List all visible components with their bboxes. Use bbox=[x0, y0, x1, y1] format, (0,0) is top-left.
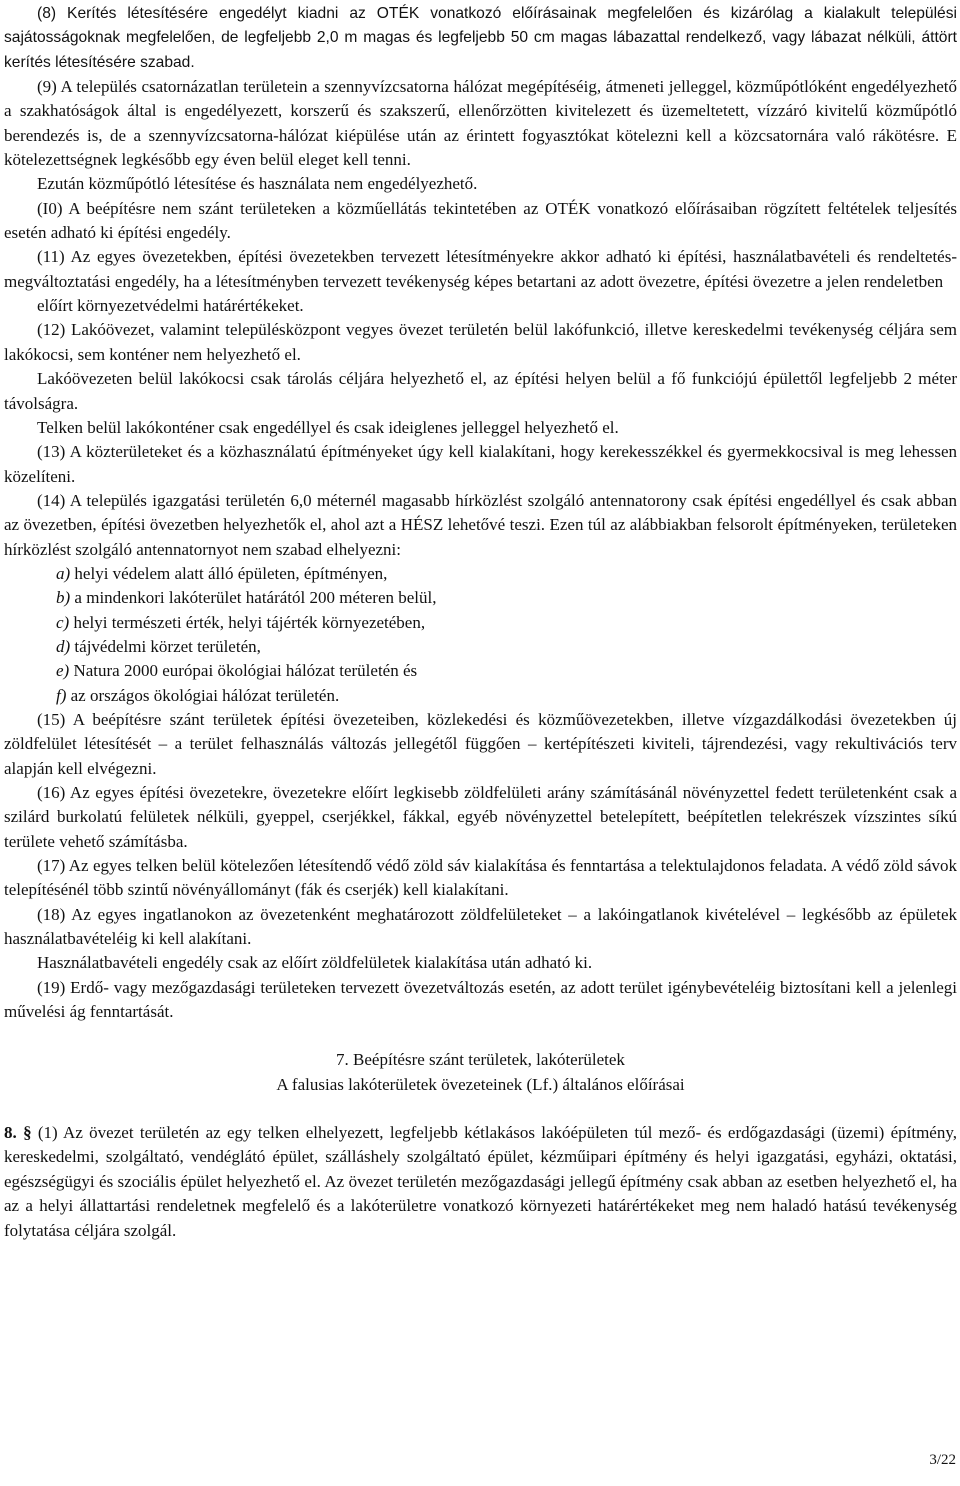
list-text: helyi természeti érték, helyi tájérték környezetében, bbox=[69, 612, 426, 632]
list-text: a mindenkori lakóterület határától 200 méteren belül, bbox=[70, 588, 437, 608]
list-item bbox=[4, 562, 957, 586]
section-spacer bbox=[4, 1024, 957, 1048]
list-text: tájvédelmi körzet területén, bbox=[70, 636, 261, 656]
section-heading: 7. Beépítésre szánt területek, lakóterületek bbox=[336, 1050, 625, 1070]
section-subheading: A falusias lakóterületek övezeteinek (Lf.) általános előírásai bbox=[276, 1074, 685, 1094]
list-text: az országos ökológiai hálózat területén. bbox=[66, 685, 340, 705]
list-item bbox=[4, 611, 957, 635]
list-text: Natura 2000 európai ökológiai hálózat területén és bbox=[69, 661, 418, 681]
paragraph-12: (12) Lakóövezet, valamint településközpont vegyes övezet területén belül lakófunkció, illetve kereskedelmi tevékenység céljára sem lakókocsi, sem konténer nem helyezhető el. bbox=[4, 320, 957, 364]
list-marker: e) bbox=[56, 661, 70, 681]
document-body bbox=[4, 2, 957, 1243]
list-item bbox=[4, 635, 957, 659]
list-marker: d) bbox=[56, 636, 71, 656]
paragraph-11: (11) Az egyes övezetekben, építési övezetekben tervezett létesítményekre akkor adható ki építési, használatbavételi és rendeltetés-megváltoztatási engedély, ha a létesítményben tervezett tevékenység képes betartani az adott övezetre, építési övezetre a jelen rendeletben bbox=[4, 247, 957, 291]
list-marker: c) bbox=[56, 612, 70, 632]
paragraph-15: (15) A beépítésre szánt területek építési övezeteiben, közlekedési és közműövezetekben, illetve vízgazdálkodási övezetekben új zöldfelület létesítését – a terület felhasználás változás jellegétől függően – kertépítészeti kiviteli, tájrendezési, vagy rekultivációs terv alapján kell elvégezni. bbox=[4, 709, 957, 778]
list-marker: b) bbox=[56, 588, 71, 608]
section-number: 8. bbox=[4, 1123, 17, 1143]
section-spacer bbox=[4, 1097, 957, 1121]
paragraph-9-continuation: Ezután közműpótló létesítése és használata nem engedélyezhető. bbox=[37, 174, 478, 194]
paragraph-16: (16) Az egyes építési övezetekre, övezetekre előírt legkisebb zöldfelületi arány számításánál növényzettel fedett területenként csak a szilárd burkolatú felületek nélküli, gyeppel, cserjékkel, fákkal, egyéb növényzettel betelepített, beépítetlen telekrészek vízszintes síkú területe vehető számításba. bbox=[4, 783, 957, 851]
page-number: 3/22 bbox=[929, 1452, 956, 1468]
paragraph-10: (I0) A beépítésre nem szánt területeken a közműellátás tekintetében az OTÉK vonatkozó előírásaiban rögzített feltételek teljesítés esetén adható ki építési engedély. bbox=[4, 198, 957, 243]
paragraph-12-lakokontener: Telken belül lakókonténer csak engedéllyel és csak ideiglenes jelleggel helyezhető el. bbox=[37, 417, 619, 437]
list-item bbox=[4, 586, 957, 610]
list-item bbox=[4, 659, 957, 683]
list-marker: f) bbox=[56, 685, 67, 705]
paragraph-19: (19) Erdő- vagy mezőgazdasági területeken tervezett övezetváltozás esetén, az adott terület igénybevételéig biztosítani kell a jelenlegi művelési ág fenntartását. bbox=[4, 977, 957, 1022]
section-8-text: (1) Az övezet területén az egy telken elhelyezett, legfeljebb kétlakásos lakóépületen túl mező- és erdőgazdasági (üzemi) építmény, kereskedelmi, szolgáltató, vendéglátó épület, szálláshely szolgáltató épület, kézműipari építmény és helyi igazgatási, egyházi, oktatási, egészségügyi és szociális épület helyezhető el. Az övezet területén mezőgazdasági jellegű építmény csak abban az esetben helyezhető el, ha az a helyi állattartási rendeletnek megfelelő és a lakóterületre vonatkozó környezeti határértékeket meg nem haladó hatású tevékenység folytatása céljára szolgál. bbox=[4, 1123, 957, 1240]
paragraph-8: (8) Kerítés létesítésére engedélyt kiadni az OTÉK vonatkozó előírásainak megfelelően és kizárólag a kialakult települési sajátosságoknak megfelelően, de legfeljebb 2,0 m magas és legfeljebb 50 cm magas lábazattal rendelkező, vagy lábazat nélküli, áttört kerítés létesítésére szabad. bbox=[4, 5, 957, 71]
paragraph-14: (14) A település igazgatási területén 6,0 méternél magasabb hírközlést szolgáló antennatorony csak építési engedéllyel és csak abban az övezetben, építési övezetben helyezhetők el, ahol azt a HÉSZ lehetővé teszi. Ezen túl az alábbiakban felsorolt építményeken, területeken hírközlést szolgáló antennatornyot nem szabad elhelyezni: bbox=[4, 490, 957, 559]
paragraph-17: (17) Az egyes telken belül kötelezően létesítendő védő zöld sáv kialakítása és fenntartása a telektulajdonos feladata. A védő zöld sávok telepítésénél több szintű növényállományt (fák és cserjék) kell kialakítani. bbox=[4, 856, 957, 900]
paragraph-13: (13) A közterületeket és a közhasználatú építményeket úgy kell kialakítani, hogy kerekesszékkel és gyermekkocsival is meg lehessen közelíteni. bbox=[4, 442, 957, 486]
paragraph-section-8 bbox=[4, 1121, 957, 1243]
paragraph-11-continuation: előírt környezetvédelmi határértékeket. bbox=[37, 296, 304, 316]
paragraph-18-continuation: Használatbavételi engedély csak az előírt zöldfelületek kialakítása után adható ki. bbox=[37, 953, 593, 973]
list-marker: a) bbox=[56, 563, 71, 583]
paragraph-9: (9) A település csatornázatlan területein a szennyvízcsatorna hálózat megépítéséig, átmeneti jelleggel, közműpótlóként engedélyezhető a szakhatóságok által is engedélyezett, korszerű és szakszerű, ellenőrzötten kivitelezett és üzemeltetett, vízzáró kivitelű közműpótló berendezés is, de a szennyvízcsatorna-hálózat kiépülése után az érintett fogyasztókat kötelezni kell a közcsatornára való rákötésre. E kötelezettségnek legkésőbb egy éven belül eleget kell tenni. bbox=[4, 77, 957, 170]
list-text: helyi védelem alatt álló épületen, építményen, bbox=[70, 563, 388, 583]
paragraph-12-lakokocsi: Lakóövezeten belül lakókocsi csak tárolás céljára helyezhető el, az építési helyen belül a fő funkciójú épülettől legfeljebb 2 méter távolságra. bbox=[4, 369, 957, 413]
section-symbol: § bbox=[23, 1123, 32, 1143]
prohibited-locations-list bbox=[4, 562, 957, 708]
list-item bbox=[4, 684, 957, 708]
paragraph-18: (18) Az egyes ingatlanokon az övezetenként meghatározott zöldfelületeket – a lakóingatlanok kivételével – legkésőbb az épületek használatbavételéig ki kell alakítani. bbox=[4, 904, 957, 949]
